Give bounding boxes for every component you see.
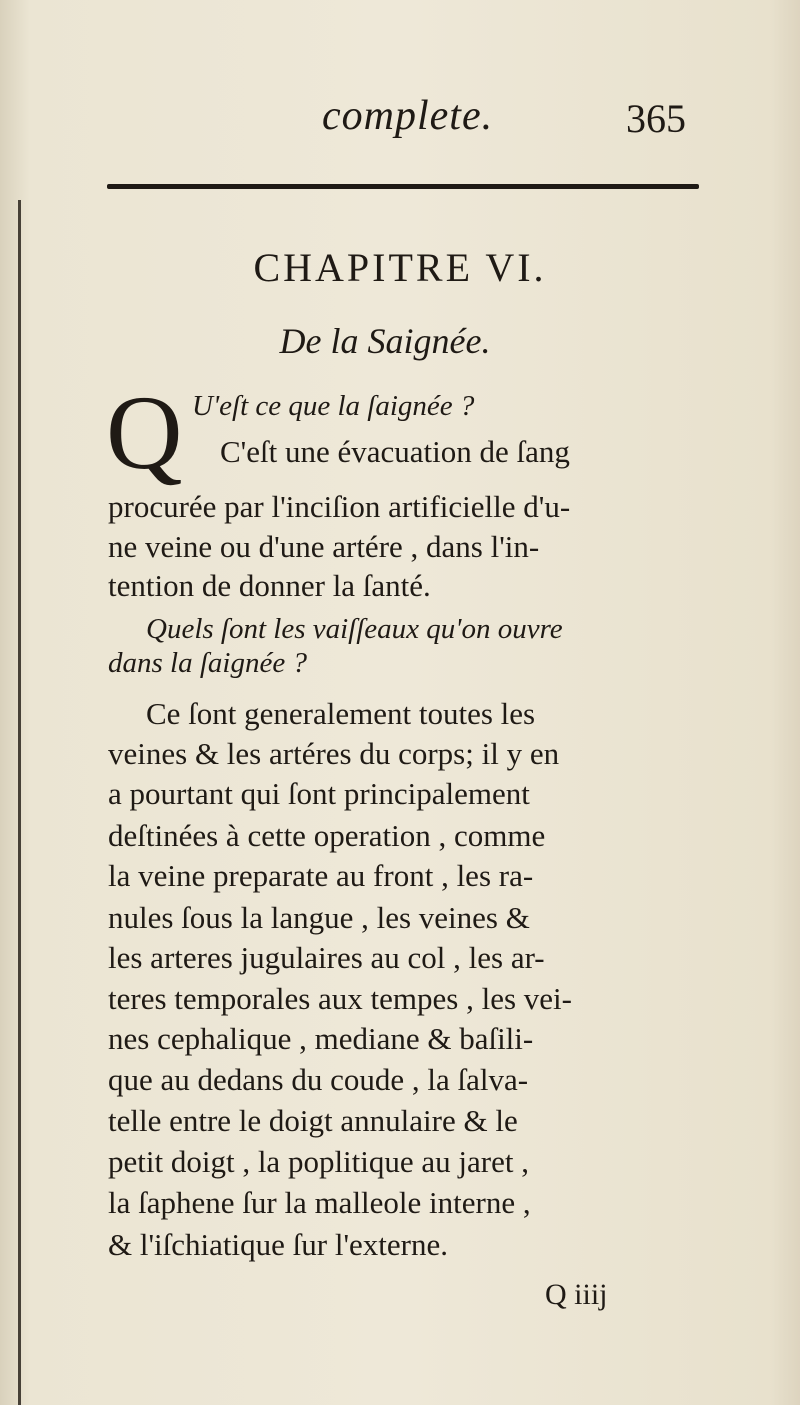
text-line: veines & les artéres du corps; il y en <box>108 736 560 771</box>
text-line: deſtinées à cette operation , comme <box>108 818 546 853</box>
drop-cap: Q <box>106 374 183 491</box>
text-line: que au dedans du coude , la ſalva- <box>108 1062 529 1097</box>
text-line: la veine preparate au front , les ra- <box>108 858 534 893</box>
text-line: telle entre le doigt annulaire & le <box>108 1103 518 1138</box>
text-line: nes cephalique , mediane & baſili- <box>108 1021 534 1056</box>
running-head: complete. <box>322 93 494 139</box>
chapter-subtitle: De la Saignée. <box>279 321 491 361</box>
text-line: Quels ſont les vaiſſeaux qu'on ouvre <box>146 613 563 645</box>
text-line: Ce ſont generalement toutes les <box>146 696 536 731</box>
text-line: & l'iſchiatique ſur l'externe. <box>108 1227 449 1262</box>
gutter-shadow <box>18 200 21 1405</box>
text-line: tention de donner la ſanté. <box>108 568 431 603</box>
signature-mark: Q iiij <box>545 1278 608 1311</box>
header-rule <box>107 184 699 189</box>
page-number: 365 <box>626 96 686 141</box>
text-line: procurée par l'inciſion artificielle d'u- <box>108 489 571 524</box>
text-line: dans la ſaignée ? <box>108 647 307 679</box>
text-line: a pourtant qui ſont principalement <box>108 776 530 811</box>
text-line: C'eſt une évacuation de ſang <box>220 434 570 469</box>
text-line: petit doigt , la poplitique au jaret , <box>108 1144 529 1179</box>
text-line: U'eſt ce que la ſaignée ? <box>192 390 475 422</box>
text-line: les arteres jugulaires au col , les ar- <box>108 940 545 975</box>
text-line: la ſaphene ſur la malleole interne , <box>108 1185 531 1220</box>
text-line: ne veine ou d'une artére , dans l'in- <box>108 529 540 564</box>
text-line: nules ſous la langue , les veines & <box>108 900 530 935</box>
text-line: teres temporales aux tempes , les vei- <box>108 981 572 1016</box>
chapter-title: CHAPITRE VI. <box>253 245 547 290</box>
